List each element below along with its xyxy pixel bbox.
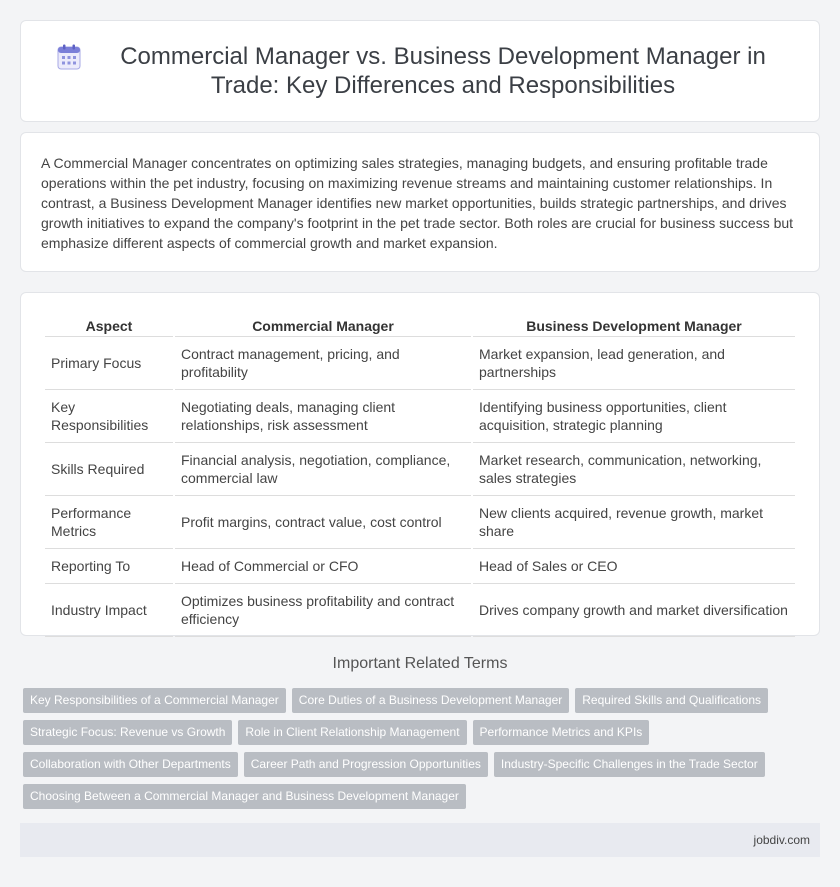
cell-bizdev: Head of Sales or CEO bbox=[473, 549, 795, 584]
related-term-tag[interactable]: Industry-Specific Challenges in the Trade Sector bbox=[494, 752, 765, 777]
related-term-tag[interactable]: Required Skills and Qualifications bbox=[575, 688, 768, 713]
header-card bbox=[20, 20, 820, 122]
cell-bizdev: New clients acquired, revenue growth, market share bbox=[473, 496, 795, 549]
table-row bbox=[45, 337, 795, 390]
cell-bizdev: Identifying business opportunities, client acquisition, strategic planning bbox=[473, 390, 795, 443]
cell-aspect: Primary Focus bbox=[45, 337, 173, 390]
related-term-tag[interactable]: Performance Metrics and KPIs bbox=[473, 720, 650, 745]
cell-commercial: Head of Commercial or CFO bbox=[175, 549, 471, 584]
table-row bbox=[45, 443, 795, 496]
related-term-tag[interactable]: Key Responsibilities of a Commercial Manager bbox=[23, 688, 286, 713]
related-term-tag[interactable]: Choosing Between a Commercial Manager and Business Development Manager bbox=[23, 784, 466, 809]
table-row bbox=[45, 584, 795, 637]
cell-aspect: Industry Impact bbox=[45, 584, 173, 637]
cell-commercial: Negotiating deals, managing client relationships, risk assessment bbox=[175, 390, 471, 443]
cell-bizdev: Market expansion, lead generation, and partnerships bbox=[473, 337, 795, 390]
footer-site-link[interactable]: jobdiv.com bbox=[753, 833, 810, 847]
header-business-development-manager: Business Development Manager bbox=[473, 313, 795, 337]
intro-card bbox=[20, 132, 820, 272]
comparison-table bbox=[43, 313, 797, 637]
comparison-card bbox=[20, 292, 820, 636]
related-term-tag[interactable]: Role in Client Relationship Management bbox=[238, 720, 466, 745]
intro-text: A Commercial Manager concentrates on optimizing sales strategies, managing budgets, and ensuring profitable trade operations within the pet industry, focusing on maximizing revenue streams and maintaining customer relationships. In contrast, a Business Development Manager identifies new market opportunities, builds strategic partnerships, and drives growth initiatives to expand the company's footprint in the pet trade sector. Both roles are crucial for business success but emphasize different aspects of commercial growth and market expansion. bbox=[41, 155, 794, 251]
cell-aspect: Performance Metrics bbox=[45, 496, 173, 549]
cell-bizdev: Market research, communication, networking, sales strategies bbox=[473, 443, 795, 496]
table-row bbox=[45, 390, 795, 443]
cell-commercial: Optimizes business profitability and contract efficiency bbox=[175, 584, 471, 637]
related-terms-list bbox=[23, 688, 813, 816]
cell-bizdev: Drives company growth and market diversification bbox=[473, 584, 795, 637]
related-term-tag[interactable]: Core Duties of a Business Development Manager bbox=[292, 688, 569, 713]
cell-aspect: Skills Required bbox=[45, 443, 173, 496]
related-term-tag[interactable]: Collaboration with Other Departments bbox=[23, 752, 238, 777]
calendar-icon bbox=[57, 44, 81, 70]
table-row bbox=[45, 496, 795, 549]
table-row bbox=[45, 549, 795, 584]
related-terms-title: Important Related Terms bbox=[332, 655, 508, 672]
table-header-row bbox=[45, 313, 795, 337]
header-aspect: Aspect bbox=[45, 313, 173, 337]
related-term-tag[interactable]: Career Path and Progression Opportunities bbox=[244, 752, 488, 777]
header-commercial-manager: Commercial Manager bbox=[175, 313, 471, 337]
cell-aspect: Key Responsibilities bbox=[45, 390, 173, 443]
related-term-tag[interactable]: Strategic Focus: Revenue vs Growth bbox=[23, 720, 232, 745]
footer bbox=[20, 823, 820, 857]
page-title: Commercial Manager vs. Business Development Manager in Trade: Key Differences and Responsibilities bbox=[120, 43, 766, 99]
cell-commercial: Financial analysis, negotiation, compliance, commercial law bbox=[175, 443, 471, 496]
cell-aspect: Reporting To bbox=[45, 549, 173, 584]
cell-commercial: Contract management, pricing, and profitability bbox=[175, 337, 471, 390]
cell-commercial: Profit margins, contract value, cost control bbox=[175, 496, 471, 549]
